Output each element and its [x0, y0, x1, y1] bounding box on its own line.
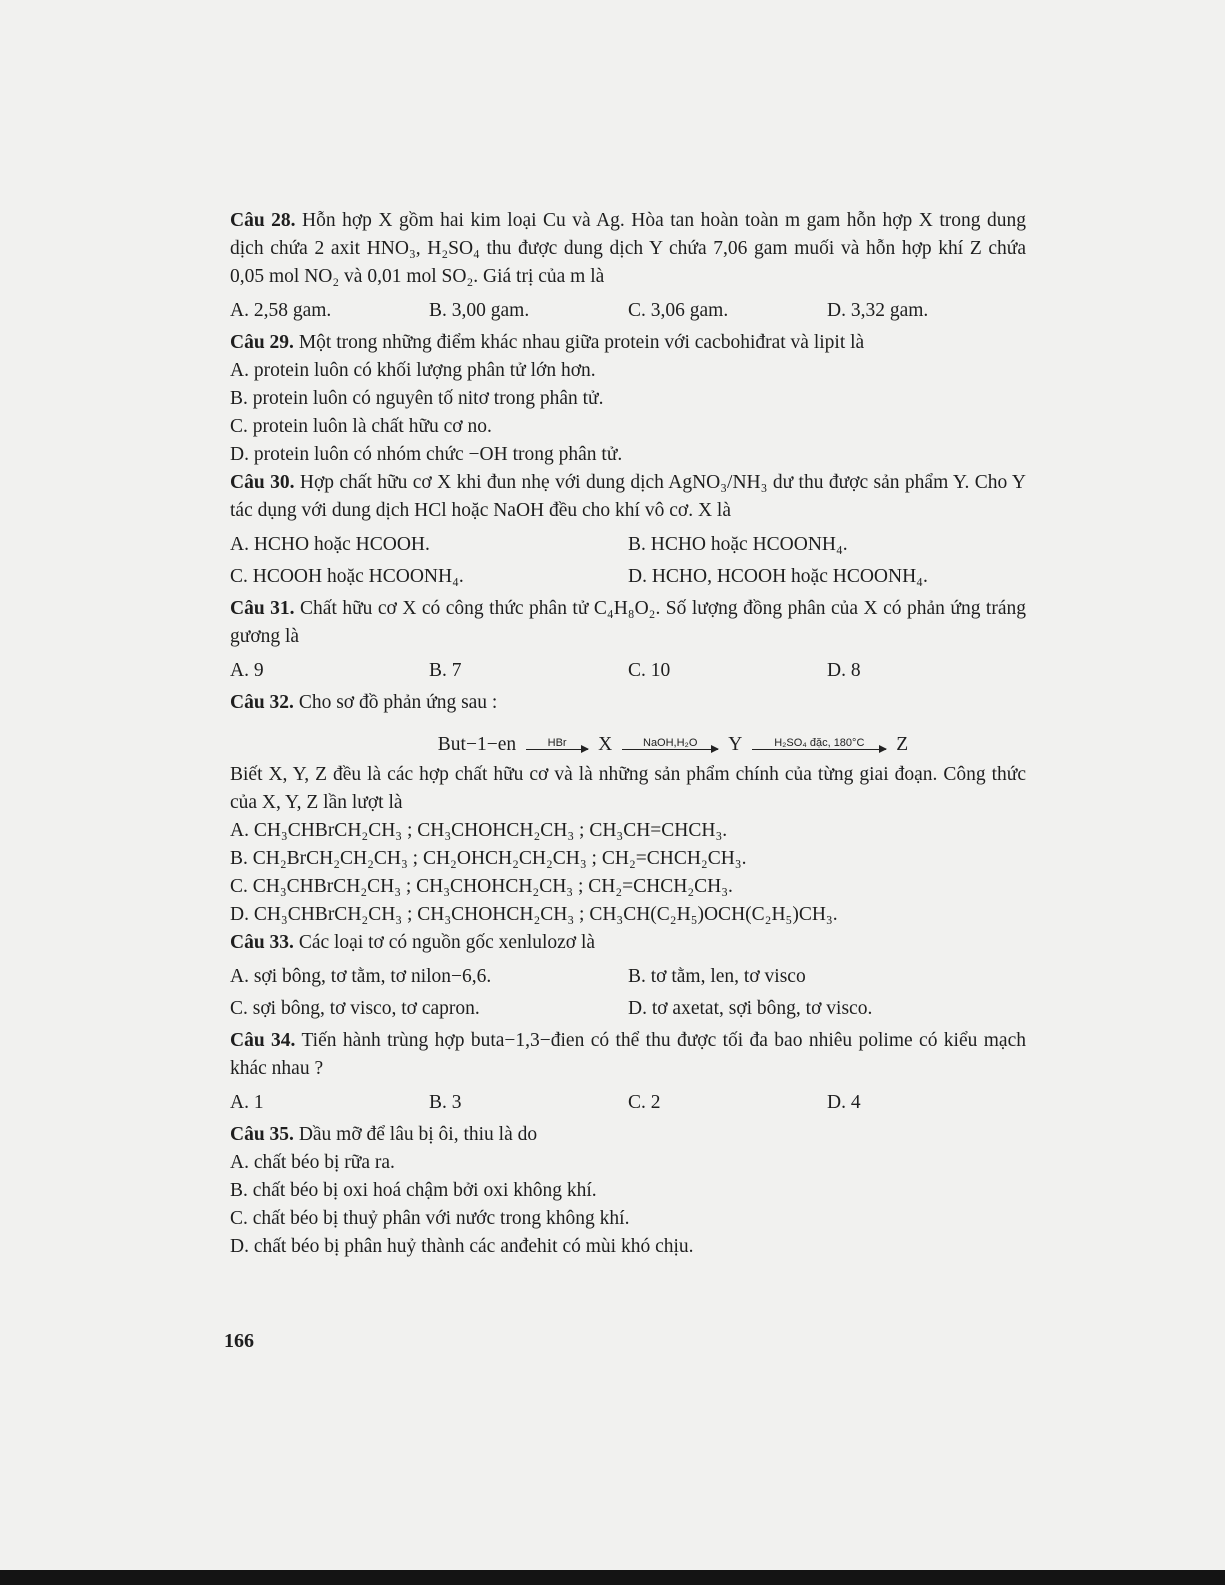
question-text: Dầu mỡ để lâu bị ôi, thiu là do: [298, 1124, 538, 1145]
option-b: B. HCHO hoặc HCOONH₄.: [628, 534, 848, 555]
option-a: A. CH₃CHBrCH₂CH₃ ; CH₃CHOHCH₂CH₃ ; CH₃CH=CHCH₃.: [230, 820, 728, 841]
question-text: Hỗn hợp X gồm hai kim loại Cu và Ag. Hòa tan hoàn toàn m gam hỗn hợp X trong dung dịch chứa 2 axit HNO₃, H₂SO₄ thu được dung dịch Y chứa 7,06 gam muối và hỗn hợp khí Z chứa 0,05 mol NO₂ và 0,01 mol SO₂. Giá trị của m là: [230, 210, 1027, 287]
question-number: Câu 28.: [230, 210, 296, 231]
option-b: B. tơ tằm, len, tơ visco: [628, 966, 806, 987]
option-c: C. 10: [628, 660, 671, 681]
scheme-z: Z: [896, 734, 909, 755]
options-row: [230, 963, 1026, 991]
option-d: D. tơ axetat, sợi bông, tơ visco.: [628, 998, 873, 1019]
arrow-right-icon: [526, 749, 588, 751]
question-number: Câu 35.: [230, 1124, 294, 1145]
arrow-label: H₂SO₄ đặc, 180°C: [774, 736, 865, 749]
option-a: A. sợi bông, tơ tằm, tơ nilon−6,6.: [230, 966, 492, 987]
option-a: A. 2,58 gam.: [230, 300, 332, 321]
option-b: B. 3: [429, 1092, 462, 1113]
question-32: [230, 689, 1026, 929]
option-c: C. CH₃CHBrCH₂CH₃ ; CH₃CHOHCH₂CH₃ ; CH₂=CHCH₂CH₃.: [230, 876, 733, 897]
arrow-right-icon: [752, 749, 886, 751]
question-28: [230, 207, 1026, 325]
option-c: C. sợi bông, tơ visco, tơ capron.: [230, 998, 480, 1019]
question-29: [230, 329, 1026, 469]
option-a: A. HCHO hoặc HCOOH.: [230, 534, 430, 555]
question-text: Một trong những điểm khác nhau giữa protein với cacbohiđrat và lipit là: [298, 332, 865, 353]
option-b: B. chất béo bị oxi hoá chậm bởi oxi không khí.: [230, 1180, 597, 1201]
question-30: [230, 469, 1026, 591]
option-a: A. 9: [230, 660, 264, 681]
scheme-x: X: [598, 734, 613, 755]
question-text-2: Biết X, Y, Z đều là các hợp chất hữu cơ và là những sản phẩm chính của từng giai đoạn. Công thức của X, Y, Z lần lượt là: [230, 764, 1026, 813]
option-c: C. chất béo bị thuỷ phân với nước trong không khí.: [230, 1208, 630, 1229]
options-row: [230, 297, 1026, 325]
question-list: [230, 207, 1026, 1261]
option-b: B. 7: [429, 660, 462, 681]
arrow-label: NaOH,H₂O: [643, 736, 698, 749]
options-row: [230, 657, 1026, 685]
reaction-arrow-1: [526, 737, 588, 760]
question-text: Các loại tơ có nguồn gốc xenlulozơ là: [298, 932, 596, 953]
option-d: D. 3,32 gam.: [827, 300, 929, 321]
scan-bottom-edge: [0, 1570, 1225, 1585]
option-c: C. 2: [628, 1092, 661, 1113]
reaction-scheme: [230, 723, 1026, 759]
option-c: C. 3,06 gam.: [628, 300, 729, 321]
option-d: D. 8: [827, 660, 861, 681]
scheme-start: But−1−en: [437, 734, 517, 755]
option-c: C. protein luôn là chất hữu cơ no.: [230, 416, 492, 437]
option-a: A. 1: [230, 1092, 264, 1113]
option-d: D. CH₃CHBrCH₂CH₃ ; CH₃CHOHCH₂CH₃ ; CH₃CH(C₂H₅)OCH(C₂H₅)CH₃.: [230, 904, 838, 925]
option-d: D. chất béo bị phân huỷ thành các anđehit có mùi khó chịu.: [230, 1236, 694, 1257]
page-number: 166: [224, 1330, 254, 1352]
question-number: Câu 34.: [230, 1030, 296, 1051]
question-text: Chất hữu cơ X có công thức phân tử C₄H₈O₂. Số lượng đồng phân của X có phản ứng tráng gương là: [230, 598, 1027, 647]
arrow-right-icon: [622, 749, 718, 751]
scheme-y: Y: [728, 734, 743, 755]
question-number: Câu 30.: [230, 472, 295, 493]
question-text: Tiến hành trùng hợp buta−1,3−đien có thể thu được tối đa bao nhiêu polime có kiểu mạch khác nhau ?: [230, 1030, 1026, 1079]
question-number: Câu 29.: [230, 332, 294, 353]
options-row: [230, 1089, 1026, 1117]
option-d: D. 4: [827, 1092, 861, 1113]
option-a: A. protein luôn có khối lượng phân tử lớn hơn.: [230, 360, 596, 381]
options-row: [230, 995, 1026, 1023]
reaction-arrow-3: [752, 737, 886, 760]
arrow-label: HBr: [547, 736, 567, 749]
options-row: [230, 563, 1026, 591]
question-34: [230, 1027, 1026, 1117]
question-text: Hợp chất hữu cơ X khi đun nhẹ với dung dịch AgNO₃/NH₃ dư thu được sản phẩm Y. Cho Y tác dụng với dung dịch HCl hoặc NaOH đều cho khí vô cơ. X là: [230, 472, 1027, 521]
question-33: [230, 929, 1026, 1023]
question-text: Cho sơ đồ phản ứng sau :: [298, 692, 498, 713]
question-35: [230, 1121, 1026, 1261]
option-a: A. chất béo bị rữa ra.: [230, 1152, 395, 1173]
question-number: Câu 33.: [230, 932, 294, 953]
question-number: Câu 32.: [230, 692, 294, 713]
option-b: B. protein luôn có nguyên tố nitơ trong phân tử.: [230, 388, 604, 409]
reaction-arrow-2: [622, 737, 718, 760]
option-d: D. HCHO, HCOOH hoặc HCOONH₄.: [628, 566, 928, 587]
options-row: [230, 531, 1026, 559]
option-d: D. protein luôn có nhóm chức −OH trong phân tử.: [230, 444, 623, 465]
option-b: B. 3,00 gam.: [429, 300, 530, 321]
question-31: [230, 595, 1026, 685]
question-number: Câu 31.: [230, 598, 295, 619]
option-b: B. CH₂BrCH₂CH₂CH₃ ; CH₂OHCH₂CH₂CH₃ ; CH₂=CHCH₂CH₃.: [230, 848, 747, 869]
option-c: C. HCOOH hoặc HCOONH₄.: [230, 566, 464, 587]
